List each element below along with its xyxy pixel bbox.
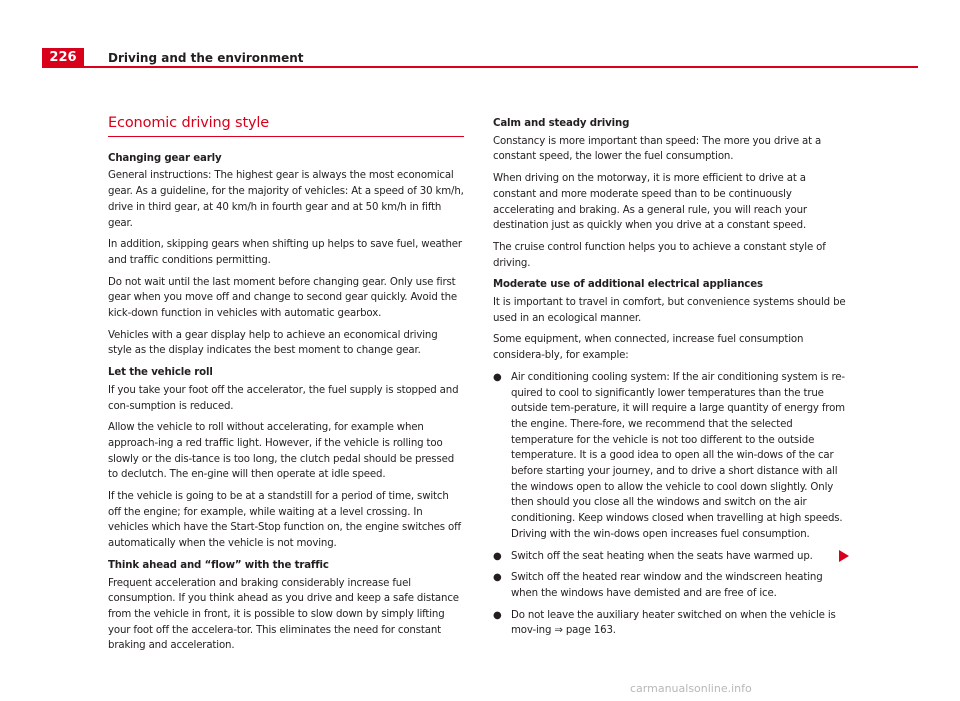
paragraph: Vehicles with a gear display help to achieve an economical driving style as the display indicates the best moment to change gear.: [108, 329, 438, 357]
bullet-text: Switch off the heated rear window and the windscreen heating when the windows have demisted and are free of ice.: [511, 572, 823, 599]
bullet-icon: ●: [493, 371, 502, 383]
subheading: Calm and steady driving: [493, 118, 630, 129]
paragraph: General instructions: The highest gear is always the most economical gear. As a guideline, for the majority of vehicles: At a speed of 30 km/h, drive in third gear, at 40 km/h in fourth gear and at 50 km/h in fifth gear.: [108, 170, 464, 229]
paragraph: Constancy is more important than speed: The more you drive at a constant speed, the lower the fuel consumption.: [493, 135, 822, 163]
bullet-icon: ●: [493, 609, 502, 621]
continue-arrow-icon: [839, 550, 849, 562]
bullet-item: [493, 549, 849, 565]
bullet-item: [493, 608, 849, 639]
page-number: 226: [42, 48, 84, 68]
paragraph: In addition, skipping gears when shifting up helps to save fuel, weather and traffic conditions permitting.: [108, 239, 462, 266]
bullet-icon: ●: [493, 550, 502, 562]
subheading: Moderate use of additional electrical appliances: [493, 279, 763, 291]
bullet-item: [493, 370, 849, 543]
watermark: carmanualsonline.info: [630, 682, 752, 695]
left-column: [108, 116, 464, 660]
subheading: Let the vehicle roll: [108, 367, 213, 379]
paragraph: If the vehicle is going to be at a standstill for a period of time, switch off the engine; for example, while waiting at a level crossing. In vehicles which have the Start-Stop function on, the engine switches off automatically when the vehicle is not moving.: [108, 491, 461, 550]
bullet-text: Do not leave the auxiliary heater switched on when the vehicle is mov-ing ⇒ page 163.: [511, 609, 836, 637]
chapter-title: Driving and the environment: [108, 51, 304, 65]
right-column: [493, 116, 849, 645]
bullet-text: Switch off the seat heating when the seats have warmed up.: [511, 550, 813, 562]
paragraph: Some equipment, when connected, increase fuel consumption considera-bly, for example:: [493, 334, 804, 362]
paragraph: Do not wait until the last moment before changing gear. Only use first gear when you move off and change to second gear quickly. Avoid the kick-down function in vehicles with automatic gearbox.: [108, 276, 457, 320]
paragraph: Allow the vehicle to roll without accelerating, for example when approach-ing a red traffic light. However, if the vehicle is rolling too slowly or the dis-tance is too long, the clutch pedal should be pressed to declutch. The en-gine will then operate at idle speed.: [108, 422, 455, 481]
paragraph: If you take your foot off the accelerator, the fuel supply is stopped and con-sumption is reduced.: [108, 384, 459, 412]
bullet-item: [493, 570, 849, 601]
paragraph: When driving on the motorway, it is more efficient to drive at a constant and more moderate speed than to be continuously accelerating and braking. As a general rule, you will reach your destination just as quickly when you drive at a constant speed.: [493, 173, 807, 232]
paragraph: The cruise control function helps you to achieve a constant style of driving.: [493, 241, 826, 269]
section-title: Economic driving style: [108, 116, 464, 137]
paragraph: It is important to travel in comfort, but convenience systems should be used in an ecological manner.: [493, 297, 846, 324]
header-rule: [84, 66, 918, 68]
bullet-text: Air conditioning cooling system: If the air conditioning system is re-quired to cool to significantly lower temperatures than the true outside tem-perature, it will require a large quantity of energy from the engine. There-fore, we recommend that the selected temperature for the vehicle is not too different to the outside temperature. It is a good idea to open all the win-dows of the car before starting your journey, and to drive a short distance with all the windows open to allow the vehicle to cool down slightly. Only then should you close all the windows and switch on the air conditioning. Keep windows closed when travelling at high speeds. Driving with the win-dows open increases fuel consumption.: [511, 371, 845, 540]
subheading: Changing gear early: [108, 152, 222, 164]
subheading: Think ahead and “flow” with the traffic: [108, 559, 329, 571]
paragraph: Frequent acceleration and braking considerably increase fuel consumption. If you think ahead as you drive and keep a safe distance from the vehicle in front, it is possible to slow down by simply lifting your foot off the accelera-tor. This eliminates the need for constant braking and acceleration.: [108, 577, 459, 652]
bullet-icon: ●: [493, 572, 502, 584]
